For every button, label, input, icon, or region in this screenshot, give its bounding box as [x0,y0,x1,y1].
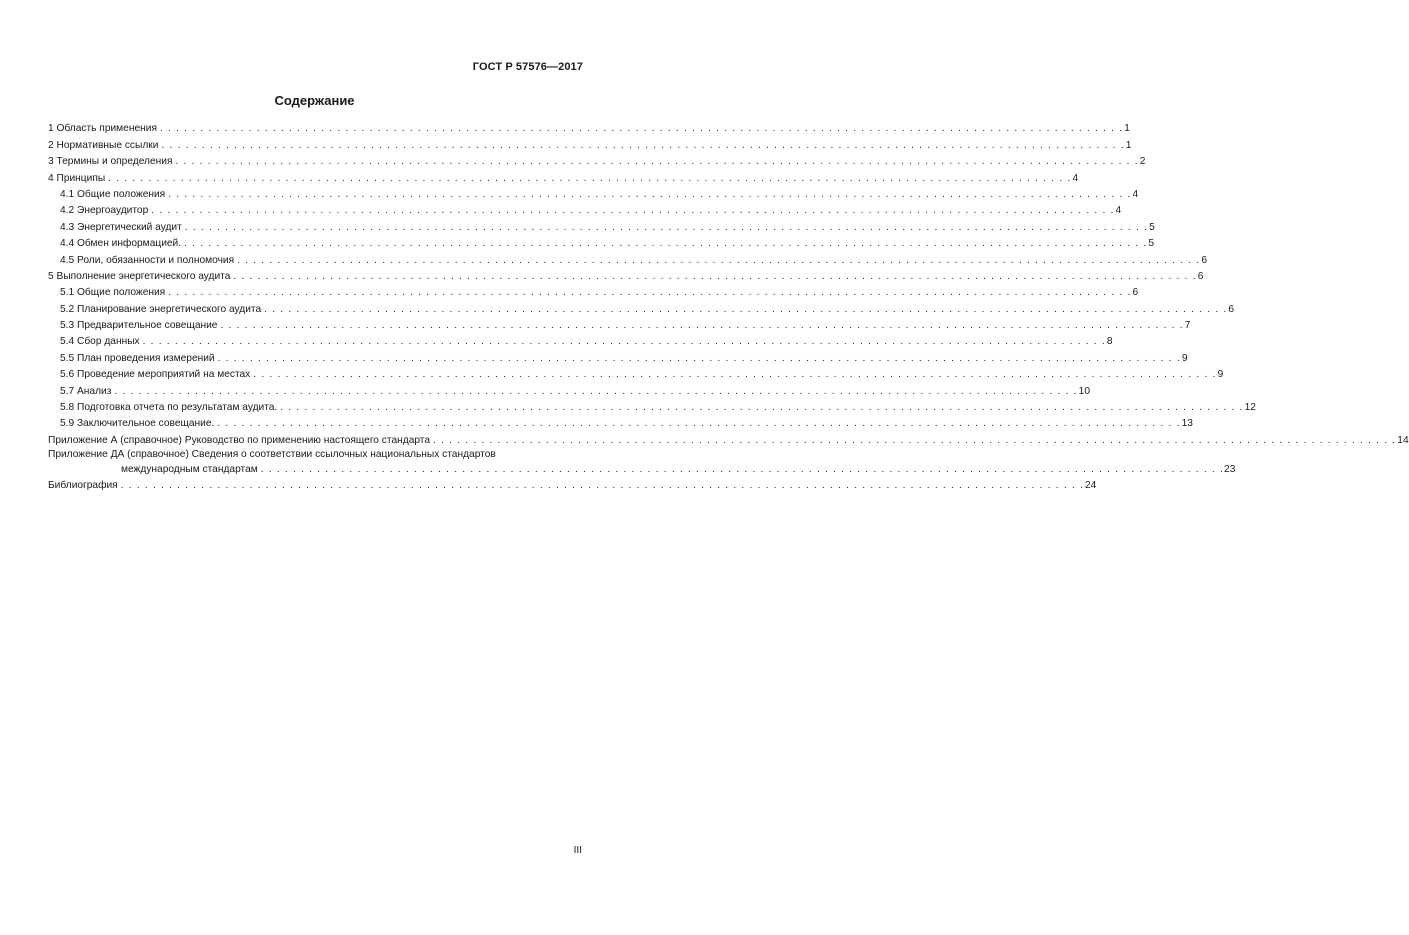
toc-leader-dots: . . . . . . . . . . . . . . . . . . . . . . . . . . . . . . . . . . . . . . . . . . . . . . . . . . . . . . . . . . . . . . . . . . . . . . . . . . . . . . . . . . . . . . . . . . . . . . . . . . . . . . . . . . . . . . . . . . . . . . . . [151,205,1115,217]
toc-entry[interactable] [48,398,1256,414]
toc-entry[interactable] [48,185,1139,201]
toc-entry-label: 5.9 Заключительное совещание. [60,418,215,430]
toc-entry-label: 4.1 Общие положения [60,188,166,200]
page-title: Содержание [274,93,355,108]
toc-entry-page: 23 [1224,463,1236,475]
toc-entry[interactable] [48,299,1235,315]
toc-leader-dots: . . . . . . . . . . . . . . . . . . . . . . . . . . . . . . . . . . . . . . . . . . . . . . . . . . . . . . . . . . . . . . . . . . . . . . . . . . . . . . . . . . . . . . . . . . . . . . . . . . . . . . . . . . . . . . . . . . . . . . . . [108,172,1072,184]
toc-entry-label: 5.7 Анализ [60,385,112,397]
toc-entry-page: 9 [1181,352,1188,364]
toc-entry[interactable] [48,119,1130,135]
toc-entry-page: 4 [1072,172,1079,184]
toc-entry-label: 5.3 Предварительное совещание [60,320,218,332]
toc-entry-label: 3 Термины и определения [48,156,173,168]
toc-entry-label: 5.2 Планирование энергетического аудита [60,303,262,315]
toc-entry-label: 4.5 Роли, обязанности и полномочия [60,254,235,266]
toc-leader-dots: . . . . . . . . . . . . . . . . . . . . . . . . . . . . . . . . . . . . . . . . . . . . . . . . . . . . . . . . . . . . . . . . . . . . . . . . . . . . . . . . . . . . . . . . . . . . . . . . . . . . . . . . . . . . . . . . . . . . . . . . [237,254,1201,266]
toc-entry[interactable] [48,267,1204,283]
toc-entry-label: 2 Нормативные ссылки [48,139,159,151]
toc-leader-dots: . . . . . . . . . . . . . . . . . . . . . . . . . . . . . . . . . . . . . . . . . . . . . . . . . . . . . . . . . . . . . . . . . . . . . . . . . . . . . . . . . . . . . . . . . . . . . . . . . . . . . . . . . . . . . . . . . . . . . . . . [184,221,1149,233]
toc-entry-label: 5.5 План проведения измерений [60,352,215,364]
toc-leader-dots: . . . . . . . . . . . . . . . . . . . . . . . . . . . . . . . . . . . . . . . . . . . . . . . . . . . . . . . . . . . . . . . . . . . . . . . . . . . . . . . . . . . . . . . . . . . . . . . . . . . . . . . . . . . . . . . . . . . . . . . . [184,238,1148,250]
toc-entry-label: 4 Принципы [48,172,106,184]
toc-entry-page: 14 [1397,434,1409,446]
toc-entry-page: 24 [1084,480,1097,492]
toc-entry-label: 5.6 Проведение мероприятий на местах [60,369,251,381]
toc-entry[interactable] [48,168,1079,184]
toc-leader-dots: . . . . . . . . . . . . . . . . . . . . . . . . . . . . . . . . . . . . . . . . . . . . . . . . . . . . . . . . . . . . . . . . . . . . . . . . . . . . . . . . . . . . . . . . . . . . . . . . . . . . . . . . . . . . . . . . . . . . . . . . [280,402,1244,414]
toc-entry[interactable] [48,201,1122,217]
toc-entry-page: 6 [1201,254,1208,266]
toc-leader-dots: . . . . . . . . . . . . . . . . . . . . . . . . . . . . . . . . . . . . . . . . . . . . . . . . . . . . . . . . . . . . . . . . . . . . . . . . . . . . . . . . . . . . . . . . . . . . . . . . . . . . . . . . . . . . . . . . . . . . . . . . [142,336,1106,348]
toc-entry-page: 4 [1115,205,1122,217]
toc-entry[interactable] [48,365,1224,381]
toc-entry-label: 5.4 Сбор данных [60,336,140,348]
toc-entry-label: Приложение А (справочное) Руководство по применению настоящего стандарта [48,434,431,446]
toc-entry[interactable] [48,414,1193,430]
toc-leader-dots: . . . . . . . . . . . . . . . . . . . . . . . . . . . . . . . . . . . . . . . . . . . . . . . . . . . . . . . . . . . . . . . . . . . . . . . . . . . . . . . . . . . . . . . . . . . . . . . . . . . . . . . . . . . . . . . . . . . . . . . . [217,418,1181,430]
standard-id: ГОСТ Р 57576—2017 [472,61,583,73]
toc-entry[interactable] [48,316,1191,332]
toc-entry-page: 6 [1132,287,1139,299]
toc-entry-page: 5 [1149,221,1155,233]
toc-entry[interactable] [48,430,1409,446]
toc-entry-label: 5 Выполнение энергетического аудита [48,270,231,282]
toc-leader-dots: . . . . . . . . . . . . . . . . . . . . . . . . . . . . . . . . . . . . . . . . . . . . . . . . . . . . . . . . . . . . . . . . . . . . . . . . . . . . . . . . . . . . . . . . . . . . . . . . . . . . . . . . . . . . . . . . . . . . . . . . [220,320,1184,332]
toc-entry[interactable] [48,283,1139,299]
toc-entry[interactable] [48,135,1132,151]
toc-entry[interactable] [48,250,1208,266]
toc-entry-label: 4.4 Обмен информацией. [60,238,182,250]
toc-entry-label: Библиография [48,480,118,492]
toc-entry-label: 5.1 Общие положения [60,287,166,299]
page-number: III [573,845,582,856]
toc-entry-label: 5.8 Подготовка отчета по результатам аудита. [60,402,278,414]
toc-leader-dots: . . . . . . . . . . . . . . . . . . . . . . . . . . . . . . . . . . . . . . . . . . . . . . . . . . . . . . . . . . . . . . . . . . . . . . . . . . . . . . . . . . . . . . . . . . . . . . . . . . . . . . . . . . . . . . . . . . . . . . . . [433,434,1397,446]
toc-entry-page: 4 [1132,188,1139,200]
toc-entry-page: 5 [1148,238,1155,250]
toc-leader-dots: . . . . . . . . . . . . . . . . . . . . . . . . . . . . . . . . . . . . . . . . . . . . . . . . . . . . . . . . . . . . . . . . . . . . . . . . . . . . . . . . . . . . . . . . . . . . . . . . . . . . . . . . . . . . . . . . . . . . . . . . [217,352,1181,364]
toc-leader-dots: . . . . . . . . . . . . . . . . . . . . . . . . . . . . . . . . . . . . . . . . . . . . . . . . . . . . . . . . . . . . . . . . . . . . . . . . . . . . . . . . . . . . . . . . . . . . . . . . . . . . . . . . . . . . . . . . . . . . . . . . [161,139,1125,151]
toc-entry[interactable] [48,381,1091,397]
toc-entry-page: 10 [1078,385,1091,397]
toc-leader-dots: . . . . . . . . . . . . . . . . . . . . . . . . . . . . . . . . . . . . . . . . . . . . . . . . . . . . . . . . . . . . . . . . . . . . . . . . . . . . . . . . . . . . . . . . . . . . . . . . . . . . . . . . . . . . . . . . . . . . . . . . [168,287,1132,299]
toc-entry[interactable] [48,152,1146,168]
toc-entry-page: 9 [1217,369,1224,381]
toc-entry-page: 7 [1184,320,1191,332]
toc-entry-label: Приложение ДА (справочное) Сведения о соответствии ссылочных национальных стандартов [48,448,496,460]
toc-leader-dots: . . . . . . . . . . . . . . . . . . . . . . . . . . . . . . . . . . . . . . . . . . . . . . . . . . . . . . . . . . . . . . . . . . . . . . . . . . . . . . . . . . . . . . . . . . . . . . . . . . . . . . . . . . . . . . . . . . . . . . . . [233,270,1197,282]
toc-entry-page: 12 [1244,402,1256,414]
toc-leader-dots: . . . . . . . . . . . . . . . . . . . . . . . . . . . . . . . . . . . . . . . . . . . . . . . . . . . . . . . . . . . . . . . . . . . . . . . . . . . . . . . . . . . . . . . . . . . . . . . . . . . . . . . . . . . . . . . . . . . . . . . . [260,463,1225,475]
toc-entry-label: 4.2 Энергоаудитор [60,205,149,217]
toc-entry-page: 6 [1228,303,1235,315]
toc-entry[interactable] [48,234,1155,250]
toc-entry-page: 6 [1197,270,1204,282]
toc-entry-page: 1 [1125,139,1132,151]
toc-leader-dots: . . . . . . . . . . . . . . . . . . . . . . . . . . . . . . . . . . . . . . . . . . . . . . . . . . . . . . . . . . . . . . . . . . . . . . . . . . . . . . . . . . . . . . . . . . . . . . . . . . . . . . . . . . . . . . . . . . . . . . . . [253,369,1217,381]
toc-entry[interactable] [48,217,1155,233]
toc-entry-label: 4.3 Энергетический аудит [60,221,182,233]
toc-entry-page: 13 [1181,418,1193,430]
toc-entry-bibliography[interactable] [48,476,1097,492]
toc-entry[interactable] [48,348,1188,364]
toc-entry-page: 2 [1139,156,1146,168]
toc-leader-dots: . . . . . . . . . . . . . . . . . . . . . . . . . . . . . . . . . . . . . . . . . . . . . . . . . . . . . . . . . . . . . . . . . . . . . . . . . . . . . . . . . . . . . . . . . . . . . . . . . . . . . . . . . . . . . . . . . . . . . . . . [175,156,1139,168]
toc-leader-dots: . . . . . . . . . . . . . . . . . . . . . . . . . . . . . . . . . . . . . . . . . . . . . . . . . . . . . . . . . . . . . . . . . . . . . . . . . . . . . . . . . . . . . . . . . . . . . . . . . . . . . . . . . . . . . . . . . . . . . . . . [114,385,1078,397]
toc-leader-dots: . . . . . . . . . . . . . . . . . . . . . . . . . . . . . . . . . . . . . . . . . . . . . . . . . . . . . . . . . . . . . . . . . . . . . . . . . . . . . . . . . . . . . . . . . . . . . . . . . . . . . . . . . . . . . . . . . . . . . . . . [159,123,1124,135]
toc-entry-annex-da[interactable] [48,447,1236,476]
toc-leader-dots: . . . . . . . . . . . . . . . . . . . . . . . . . . . . . . . . . . . . . . . . . . . . . . . . . . . . . . . . . . . . . . . . . . . . . . . . . . . . . . . . . . . . . . . . . . . . . . . . . . . . . . . . . . . . . . . . . . . . . . . . [264,303,1228,315]
toc-entry-page: 8 [1106,336,1113,348]
toc-entry[interactable] [48,332,1113,348]
toc-leader-dots: . . . . . . . . . . . . . . . . . . . . . . . . . . . . . . . . . . . . . . . . . . . . . . . . . . . . . . . . . . . . . . . . . . . . . . . . . . . . . . . . . . . . . . . . . . . . . . . . . . . . . . . . . . . . . . . . . . . . . . . . [120,480,1084,492]
table-of-contents [48,119,1409,492]
toc-entry-label-continued: международным стандартам [121,463,258,475]
toc-leader-dots: . . . . . . . . . . . . . . . . . . . . . . . . . . . . . . . . . . . . . . . . . . . . . . . . . . . . . . . . . . . . . . . . . . . . . . . . . . . . . . . . . . . . . . . . . . . . . . . . . . . . . . . . . . . . . . . . . . . . . . . . [168,188,1132,200]
toc-entry-page: 1 [1124,123,1130,135]
toc-entry-label: 1 Область применения [48,123,157,135]
